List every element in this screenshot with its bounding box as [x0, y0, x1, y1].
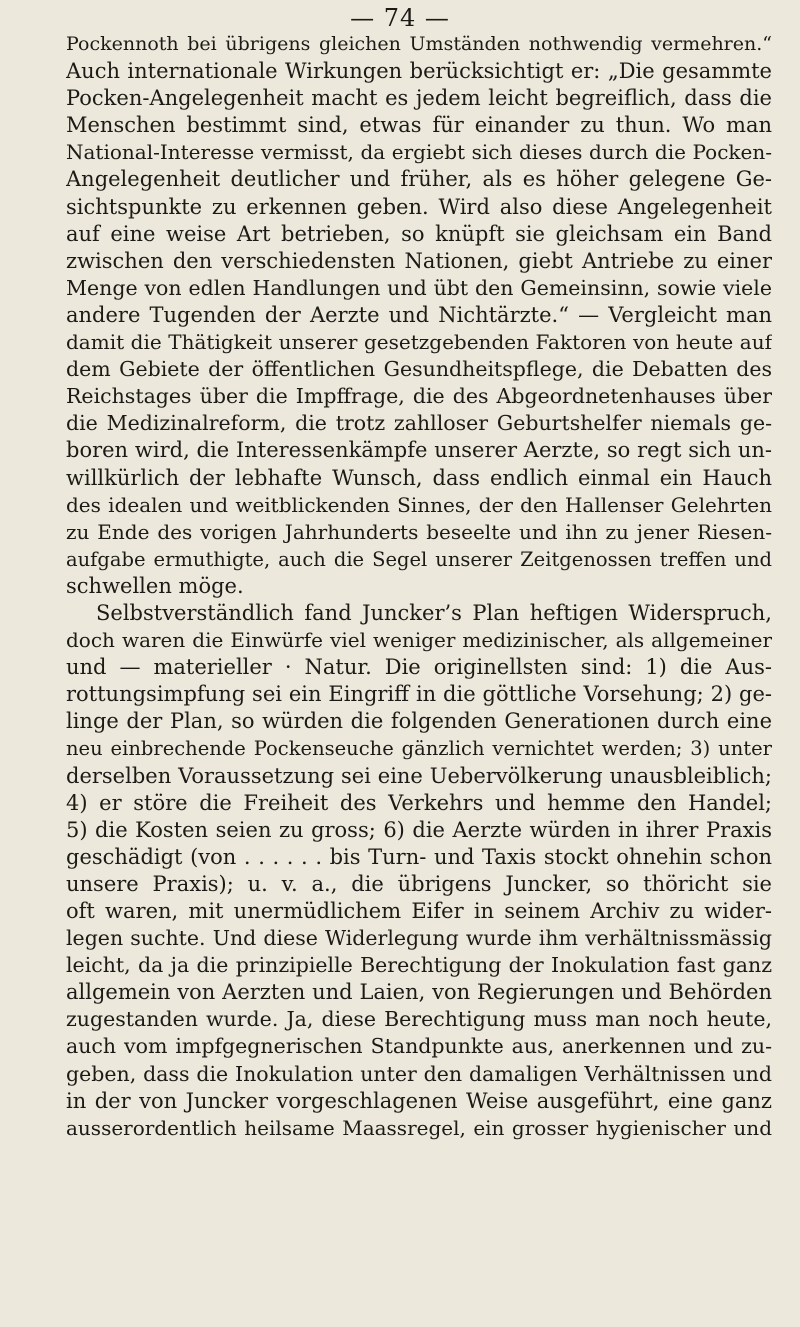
text-line: ausserordentlich heilsame Maassregel, ein grosser hygienischer und [66, 1115, 772, 1140]
text-line: doch waren die Einwürfe viel weniger medizinischer, als allgemeiner [66, 628, 772, 653]
text-line: Angelegenheit deutlicher und früher, als es höher gelegene Ge- [66, 167, 772, 192]
text-line: linge der Plan, so würden die folgenden Generationen durch eine [66, 709, 772, 734]
text-line: aufgabe ermuthigte, auch die Segel unserer Zeitgenossen treffen und [66, 547, 772, 571]
text-line: zugestanden wurde. Ja, diese Berechtigung muss man noch heute, [66, 1007, 772, 1032]
text-line: willkürlich der lebhafte Wunsch, dass endlich einmal ein Hauch [66, 465, 772, 490]
text-line: sichtspunkte zu erkennen geben. Wird also diese Angelegenheit [66, 194, 772, 219]
text-line: auf eine weise Art betrieben, so knüpft sie gleichsam ein Band [66, 221, 772, 246]
body-text [66, 31, 772, 1142]
text-line: zu Ende des vorigen Jahrhunderts beseelte und ihn zu jener Riesen- [66, 519, 772, 544]
text-line: die Medizinalreform, die trotz zahlloser Geburtshelfer niemals ge- [66, 411, 772, 436]
text-line: boren wird, die Interessenkämpfe unserer Aerzte, so regt sich un- [66, 438, 772, 463]
text-line: Menschen bestimmt sind, etwas für einander zu thun. Wo man [66, 113, 772, 138]
text-line: des idealen und weitblickenden Sinnes, der den Hallenser Gelehrten [66, 492, 772, 517]
text-line: Pocken-Angelegenheit macht es jedem leicht begreiflich, dass die [66, 86, 772, 111]
text-line: und — materieller · Natur. Die originellsten sind: 1) die Aus- [66, 655, 772, 680]
text-line: allgemein von Aerzten und Laien, von Regierungen und Behörden [66, 980, 772, 1005]
text-line: zwischen den verschiedensten Nationen, giebt Antriebe zu einer [66, 248, 772, 273]
text-line: auch vom impfgegnerischen Standpunkte aus, anerkennen und zu- [66, 1034, 772, 1059]
text-line: legen suchte. Und diese Widerlegung wurde ihm verhältnissmässig [66, 926, 772, 951]
text-line: Reichstages über die Impffrage, die des Abgeordnetenhauses über [66, 384, 772, 409]
text-line: geschädigt (von . . . . . . bis Turn- und Taxis stockt ohnehin schon [66, 844, 772, 869]
text-line: Pockennoth bei übrigens gleichen Umständen nothwendig vermehren.“ [66, 33, 772, 55]
text-line: 4) er störe die Freiheit des Verkehrs und hemme den Handel; [66, 790, 772, 815]
text-line: damit die Thätigkeit unserer gesetzgebenden Faktoren von heute auf [66, 330, 772, 355]
text-line: unsere Praxis); u. v. a., die übrigens Juncker, so thöricht sie [66, 871, 772, 896]
text-line: leicht, da ja die prinzipielle Berechtigung der Inokulation fast ganz [66, 953, 772, 978]
text-line: 5) die Kosten seien zu gross; 6) die Aerzte würden in ihrer Praxis [66, 817, 772, 842]
text-line: Selbstverständlich fand Juncker’s Plan heftigen Widerspruch, [96, 600, 772, 625]
text-line: schwellen möge. [66, 573, 244, 598]
text-line: Menge von edlen Handlungen und übt den Gemeinsinn, sowie viele [66, 275, 772, 300]
page-number: — 74 — [350, 4, 450, 32]
text-line: National-Interesse vermisst, da ergiebt sich dieses durch die Pocken- [66, 140, 772, 165]
text-line: rottungsimpfung sei ein Eingriff in die göttliche Vorsehung; 2) ge- [66, 682, 772, 707]
text-line: Auch internationale Wirkungen berücksichtigt er: „Die gesammte [66, 59, 772, 84]
text-line: derselben Voraussetzung sei eine Uebervölkerung unausbleiblich; [66, 763, 772, 788]
text-line: neu einbrechende Pockenseuche gänzlich vernichtet werden; 3) unter [66, 737, 772, 761]
text-line: geben, dass die Inokulation unter den damaligen Verhältnissen und [66, 1061, 772, 1086]
text-line: oft waren, mit unermüdlichem Eifer in seinem Archiv zu wider- [66, 899, 772, 923]
text-line: dem Gebiete der öffentlichen Gesundheitspflege, die Debatten des [66, 357, 772, 382]
text-line: andere Tugenden der Aerzte und Nichtärzte.“ — Vergleicht man [66, 302, 772, 327]
text-line: in der von Juncker vorgeschlagenen Weise ausgeführt, eine ganz [66, 1088, 772, 1113]
